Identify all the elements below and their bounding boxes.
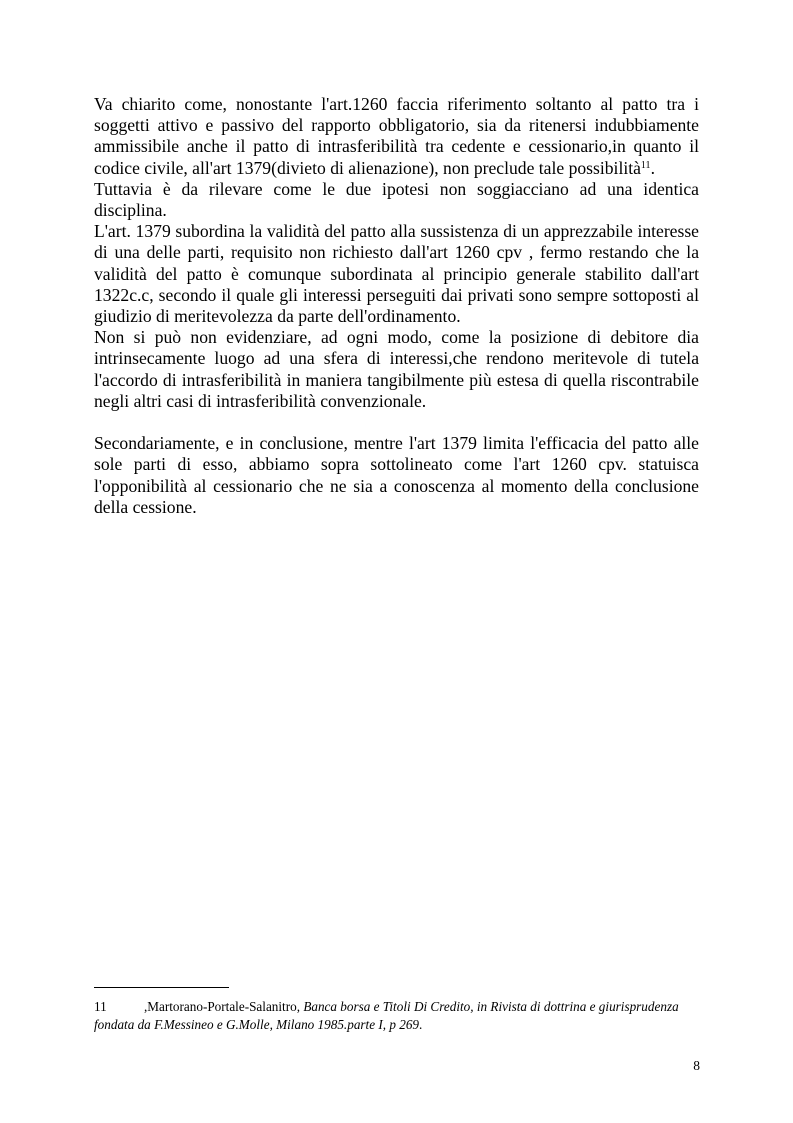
body-text — [94, 94, 699, 518]
paragraph-3: L'art. 1379 subordina la validità del patto alla sussistenza di un apprezzabile interesse di una delle parti, requisito non richiesto dall'art 1260 cpv , fermo restando che la validità del patto è comunque subordinata al principio generale stabilito dall'art 1322c.c, secondo il quale gli interessi perseguiti dai privati sono sempre sottoposti al giudizio di meritevolezza da parte dell'ordinamento. — [94, 221, 699, 327]
paragraph-1-end: . — [650, 157, 655, 178]
paragraph-1-text: Va chiarito come, nonostante l'art.1260 faccia riferimento soltanto al patto tra i soggetti attivo e passivo del rapporto obbligatorio, sia da ritenersi indubbiamente ammissibile anche il patto di intrasferibilità tra cedente e cessionario,in quanto il codice civile, all'art 1379(divieto di alienazione), non preclude tale possibilità — [94, 94, 699, 178]
footnote — [94, 998, 699, 1033]
paragraph-2: Tuttavia è da rilevare come le due ipotesi non soggiacciano ad una identica disciplina. — [94, 178, 699, 221]
footnote-authors: ,Martorano-Portale-Salanitro, — [144, 999, 304, 1014]
paragraph-4: Non si può non evidenziare, ad ogni modo, come la posizione di debitore dia intrinsecamente luogo ad una sfera di interessi,che rendono meritevole di tutela l'accordo di intrasferibilità in maniera tangibilmente più estesa di quella riscontrabile negli altri casi di intrasferibilità convenzionale. — [94, 327, 699, 411]
footnote-number: 11 — [94, 999, 107, 1014]
paragraph-1 — [94, 94, 699, 179]
paragraph-5: Secondariamente, e in conclusione, mentre l'art 1379 limita l'efficacia del patto alle sole parti di esso, abbiamo sopra sottolineato come l'art 1260 cpv. statuisca l'opponibilità al cessionario che ne sia a conoscenza al momento della conclusione della cessione. — [94, 433, 699, 517]
page-number: 8 — [693, 1058, 700, 1073]
footnote-citation: Banca borsa e Titoli Di Credito, in Rivista di dottrina e giurisprudenza fondata da F.Messineo e G.Molle, Milano 1985.parte I, p 269 — [94, 999, 679, 1032]
footnote-separator — [94, 987, 229, 988]
footnote-end: . — [419, 1016, 423, 1032]
footnote-reference[interactable]: 11 — [640, 159, 651, 171]
